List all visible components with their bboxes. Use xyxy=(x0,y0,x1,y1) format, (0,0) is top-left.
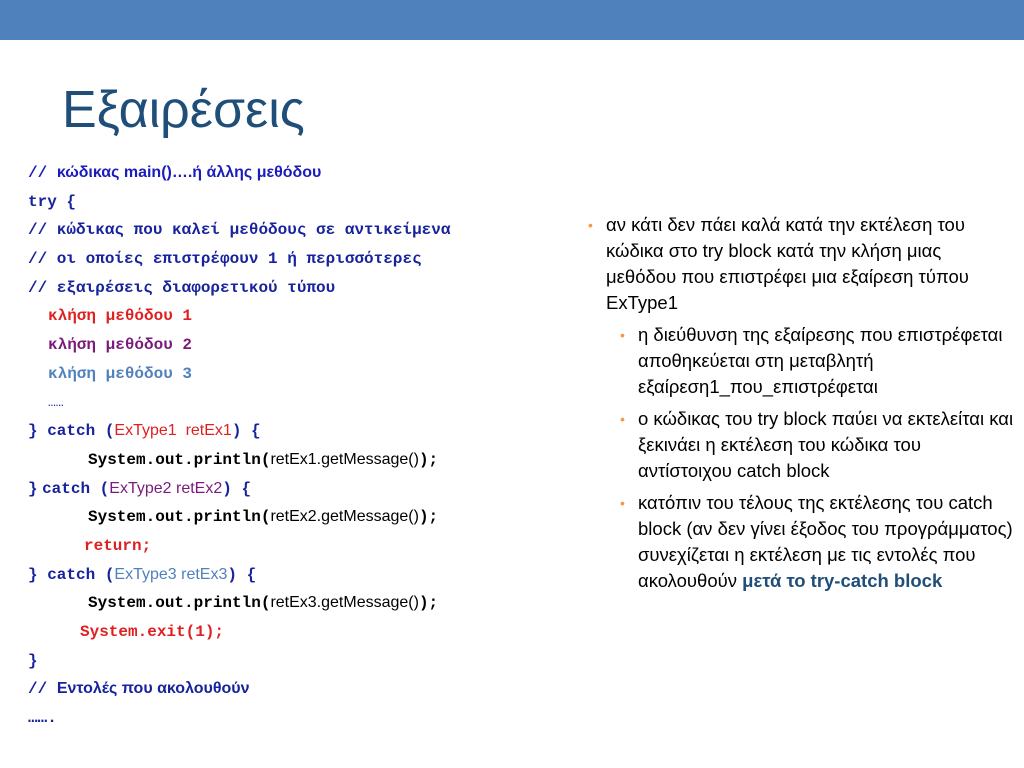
println-call: System.out.println( xyxy=(88,594,271,613)
println-arg: retEx3.getMessage() xyxy=(270,594,419,612)
code-line-comment-main xyxy=(28,159,588,188)
code-line-println-3 xyxy=(28,589,588,618)
sub-bullet-3 xyxy=(586,490,1016,594)
code-line-comment: // κώδικας που καλεί μεθόδους σε αντικείμενα xyxy=(28,221,451,240)
bullet-dot-icon: • xyxy=(620,327,625,343)
catch-keyword: } catch ( xyxy=(28,422,115,441)
code-line-catch-3 xyxy=(28,561,588,590)
code-block xyxy=(28,159,588,733)
top-bar xyxy=(0,0,1024,40)
println-end: ); xyxy=(418,594,439,613)
println-end: ); xyxy=(418,450,439,469)
code-line-catch-2 xyxy=(28,475,588,504)
sub-bullet-text: κατόπιν του τέλους της εκτέλεσης του catch block (αν δεν γίνει έξοδος του προγράμματος) συνεχίζεται η εκτέλεση με τις εντολές που ακολουθούν xyxy=(638,492,1013,591)
catch-keyword: } catch ( xyxy=(28,565,115,584)
catch-brace: ) { xyxy=(227,565,257,584)
comment-text: Εντολές που ακολουθούν xyxy=(56,680,250,698)
sub-bullet-2 xyxy=(586,406,1016,484)
catch-param: ExType2 retEx2 xyxy=(109,479,223,497)
println-arg: retEx1.getMessage() xyxy=(270,450,419,468)
bullet-dot-icon: • xyxy=(588,217,593,233)
code-line-call-1: κλήση μεθόδου 1 xyxy=(48,307,193,326)
code-line-comment: // εξαιρέσεις διαφορετικού τύπου xyxy=(28,278,336,297)
code-line-println-1 xyxy=(28,446,588,475)
bullet-dot-icon: • xyxy=(620,495,625,511)
catch-param: ExType3 retEx3 xyxy=(114,565,228,583)
code-line-comment: // οι οποίες επιστρέφουν 1 ή περισσότερες xyxy=(28,250,422,269)
catch-close-brace: } xyxy=(28,479,38,498)
code-line-call-3: κλήση μεθόδου 3 xyxy=(48,364,193,383)
println-call: System.out.println( xyxy=(88,450,271,469)
notes-panel xyxy=(586,212,1016,594)
code-line-catch-1 xyxy=(28,417,588,446)
code-line-return: return; xyxy=(84,536,152,555)
comment-slashes: // xyxy=(28,164,57,182)
sub-bullet-text: η διεύθυνση της εξαίρεσης που επιστρέφεται αποθηκεύεται στη μεταβλητή εξαίρεση1_που_επιστρέφεται xyxy=(638,324,1003,397)
sub-bullet-highlight: μετά το try-catch block xyxy=(742,570,943,591)
code-line-call-2: κλήση μεθόδου 2 xyxy=(48,336,193,355)
code-line-println-2 xyxy=(28,503,588,532)
code-line-ellipsis-end: ……. xyxy=(28,709,57,728)
catch-param: ExType1 retEx1 xyxy=(114,422,232,440)
println-arg: retEx2.getMessage() xyxy=(270,508,419,526)
code-line-comment-following xyxy=(28,675,588,704)
catch-brace: ) { xyxy=(222,479,252,498)
catch-brace: ) { xyxy=(231,422,261,441)
println-end: ); xyxy=(418,508,439,527)
slide-title: Εξαιρέσεις xyxy=(62,81,305,139)
comment-text: κώδικας main()….ή άλλης μεθόδου xyxy=(56,164,322,181)
code-line-ellipsis: …… xyxy=(48,394,64,410)
code-line-close: } xyxy=(28,651,38,670)
bullet-dot-icon: • xyxy=(620,411,625,427)
code-line-exit: System.exit(1); xyxy=(80,623,225,641)
bullet-main xyxy=(586,212,1016,316)
sub-bullet-1 xyxy=(586,322,1016,400)
bullet-text: αν κάτι δεν πάει καλά κατά την εκτέλεση του κώδικα στο try block κατά την κλήση μιας μεθόδου που επιστρέφει μια εξαίρεση τύπου ExType1 xyxy=(606,214,969,313)
println-call: System.out.println( xyxy=(88,508,271,527)
comment-slashes: // xyxy=(28,680,57,699)
catch-keyword: catch ( xyxy=(42,479,110,498)
code-line-try: try { xyxy=(28,192,77,211)
sub-bullet-text: ο κώδικας του try block παύει να εκτελείται και ξεκινάει η εκτέλεση του κώδικα του αντίστοιχου catch block xyxy=(638,408,1014,481)
